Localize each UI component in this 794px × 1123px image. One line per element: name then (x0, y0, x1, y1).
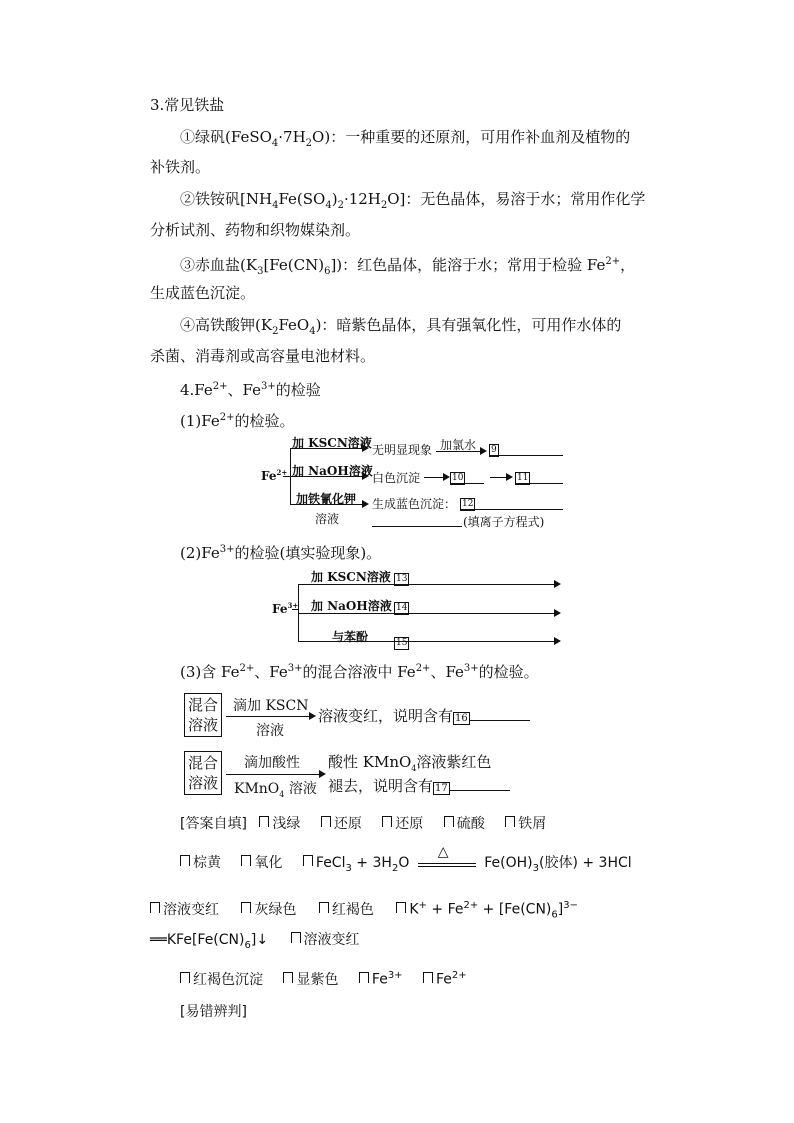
diag1-r3-note: (填离子方程式) (463, 515, 545, 529)
mix2-arrow-bot: KMnO$_4$ 溶液 (234, 781, 317, 799)
mix1-arrow-top: 滴加 KSCN (233, 698, 309, 714)
mix1-box: 混合 溶液 (184, 693, 222, 737)
mix2-box: 混合 溶液 (184, 751, 222, 795)
diag2-r1-label: 加 KSCN溶液 (311, 570, 391, 584)
item-iron-alum: ②铁铵矾$[NH_4Fe(SO_4)_2\cdot 12H_2O]$：无色晶体，易溶于水；常用作化学 (180, 190, 646, 211)
item-iron-alum-cont: 分析试剂、药物和织物媒染剂。 (150, 221, 361, 239)
blank-13: 13 (396, 574, 408, 584)
item-potassium-ferrate-cont: 杀菌、消毒剂或高容量电池材料。 (150, 347, 376, 365)
blank-12: 12 (462, 499, 474, 509)
diag1-r1-mid: 无明显现象 (372, 443, 433, 457)
blank-15: 15 (396, 638, 408, 648)
subsection-fe3-test: $(2)Fe^{3+}$的检验(填实验现象)。 (180, 544, 382, 562)
blank-14: 14 (396, 603, 408, 613)
diag1-r1-label2: 加氯水 (440, 438, 477, 452)
mix2-result-line1: 酸性 KMnO$_4$溶液紫红色 (328, 753, 492, 773)
diag2-r2-label: 加 NaOH溶液 (311, 599, 392, 613)
diag1-ion: $Fe^{2+}$ (261, 468, 288, 483)
mix1-arrow-bot: 溶液 (256, 723, 284, 739)
item-green-vitriol: ①绿矾$(FeSO_4\cdot 7H_2O)$：一种重要的还原剂，可用作补血剂及植物的 (180, 128, 631, 149)
diag1-r2-label: 加 NaOH溶液 (292, 464, 373, 478)
answers-row-5: 红褐色沉淀 显紫色 $Fe^{3+}$ $Fe^{2+}$ (180, 966, 467, 990)
blank-10: 10 (452, 473, 464, 483)
subsection-mixed-test: (3)含 $Fe^{2+}$、$Fe^{3+}$的混合溶液中 $Fe^{2+}$、$Fe^{3+}$的检验。 (180, 663, 539, 681)
item-green-vitriol-cont: 补铁剂。 (150, 158, 211, 176)
diag1-r3-mid: 生成蓝色沉淀： (372, 497, 457, 511)
mix2-arrow-top: 滴加酸性 (244, 755, 300, 771)
answers-header: [答案自填] (180, 816, 247, 832)
mix2-result-line2: 褪去，说明含有 17 (328, 776, 510, 796)
blank-11: 11 (517, 473, 529, 483)
section-4-title: $4.Fe^{2+}$、$Fe^{3+}$的检验 (180, 381, 321, 399)
diag1-r3-label1: 加铁氰化钾 (296, 492, 357, 506)
diag2-r3-label: 与苯酚 (332, 630, 369, 644)
answers-row-1: [答案自填] 浅绿 还原 还原 硫酸 铁屑 (180, 816, 547, 832)
item-potassium-ferrate: ④高铁酸钾$(K_2FeO_4)$：暗紫色晶体，具有强氧化性，可用作水体的 (180, 316, 622, 337)
item-red-prussiate-cont: 生成蓝色沉淀。 (150, 284, 256, 302)
mistake-check-header: [易错辨判] (180, 1004, 247, 1020)
diag1-r3-label2: 溶液 (315, 512, 340, 526)
blank-17: 17 (435, 783, 448, 794)
blank-9: 9 (491, 445, 497, 455)
answers-row-4: $══KFe[Fe(CN)_6]↓$ 溶液变红 (150, 932, 360, 951)
diag1-r1-label: 加 KSCN溶液 (292, 436, 372, 450)
answers-row-2: 棕黄 氧化 FeCl$_3$ + $3H_2O$ △ $Fe(OH)_3$(胶体) + 3HCl (180, 853, 632, 879)
answers-row-3: 溶液变红 灰绿色 红褐色 $K^+ + Fe^{2+} + [Fe(CN)_6]^{3-}$ (150, 896, 578, 925)
mix1-result: 溶液变红，说明含有 16 (318, 706, 530, 726)
section-3-title: 3.常见铁盐 (150, 96, 225, 114)
diag1-r2-mid: 白色沉淀 (372, 471, 421, 485)
diag2-ion: $Fe^{3+}$ (272, 601, 299, 616)
item-red-prussiate: ③赤血盐$(K_3[Fe(CN)_6])$：红色晶体，能溶于水；常用于检验 $Fe^{2+}$， (180, 256, 636, 277)
blank-16: 16 (455, 713, 468, 724)
subsection-fe2-test: $(1)Fe^{2+}$的检验。 (180, 412, 295, 430)
